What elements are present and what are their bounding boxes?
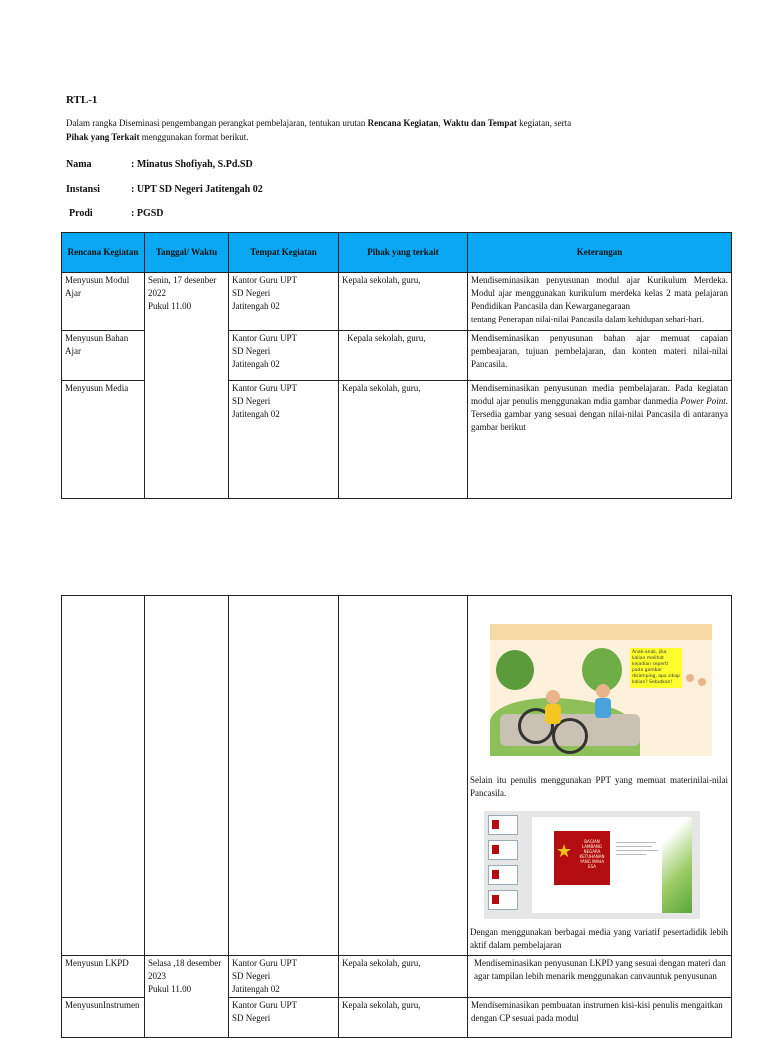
intro-bold-pihak: Pihak yang Terkait — [66, 132, 140, 142]
media-picture-illustration — [490, 624, 712, 756]
header-pihak: Pihak yang terkait — [339, 233, 468, 273]
cell-kegiatan: Menyusun Media — [62, 381, 145, 499]
slide-main — [532, 817, 692, 913]
nama-label: Nama — [66, 159, 92, 170]
cell-pihak: Kepala sekolah, guru, — [339, 331, 468, 381]
intro-text: , — [438, 118, 443, 128]
cell-kegiatan: Menyusun Modul Ajar — [62, 273, 145, 331]
cell-keterangan — [468, 381, 732, 499]
cell-kegiatan: MenyusunInstrumen — [62, 998, 145, 1038]
cell-tempat: Kantor Guru UPT SD Negeri Jatitengah 02 — [229, 381, 339, 499]
intro-text: menggunakan format berikut. — [139, 132, 249, 142]
header-tanggal: Tanggal/ Waktu — [145, 233, 229, 273]
cell-pihak: Kepala sekolah, guru, — [339, 381, 468, 499]
child-body-icon — [595, 698, 611, 718]
slide-thumbnail — [488, 865, 518, 885]
cell-tempat: Kantor Guru UPT SD Negeri — [229, 998, 339, 1038]
cell-empty — [62, 596, 145, 956]
cell-keterangan — [468, 273, 732, 331]
decoration — [490, 624, 712, 640]
cell-empty — [339, 596, 468, 956]
rtl-table — [61, 232, 732, 499]
slide-thumbnail — [488, 890, 518, 910]
child-body-icon — [545, 704, 561, 724]
slide-thumbnails — [488, 815, 518, 915]
decoration — [662, 817, 692, 913]
instansi-label: Instansi — [66, 184, 100, 195]
keterangan-text: Dengan menggunakan berbagai media yang variatif pesertadidik lebih aktif dalam pembelajaran — [470, 927, 728, 950]
info-prodi — [69, 208, 164, 219]
cell-pihak: Kepala sekolah, guru, — [339, 273, 468, 331]
cell-kegiatan: Menyusun Bahan Ajar — [62, 331, 145, 381]
intro-bold-rencana: Rencana Kegiatan — [367, 118, 439, 128]
intro-paragraph — [66, 116, 626, 144]
tree-shape — [496, 650, 534, 690]
header-keterangan: Keterangan — [468, 233, 732, 273]
intro-text: Dalam rangka Diseminasi pengembangan perangkat pembelajaran, tentukan urutan — [66, 118, 368, 128]
prodi-label: Prodi — [69, 208, 93, 219]
cell-keterangan: Mendiseminasikan pembuatan instrumen kisi-kisi penulis mengaitkan dengan CP sesuai pada modul — [468, 998, 732, 1038]
cell-empty — [229, 596, 339, 956]
keterangan-text: Mendiseminasikan penyusunan modul ajar Kurikulum Merdeka. Modul ajar menggunakan kurikulum merdeka kelas 2 mata pelajaran Pendidikan Pancasila dan Kewarganegaraan — [471, 275, 728, 311]
ppt-screenshot — [484, 811, 700, 919]
cell-keterangan-media — [468, 596, 732, 956]
cell-pihak: Kepala sekolah, guru, — [339, 998, 468, 1038]
info-instansi — [66, 184, 263, 195]
cell-tempat: Kantor Guru UPT SD Negeri Jatitengah 02 — [229, 331, 339, 381]
child-head-icon — [686, 674, 694, 682]
slide-box-text: BAGIAN LAMBANG NEGARA KETUHANAN YANG MAHA ESA — [579, 839, 605, 869]
child-head-icon — [596, 684, 610, 698]
cell-kegiatan: Menyusun LKPD — [62, 956, 145, 998]
star-icon: ★ — [556, 841, 573, 862]
keterangan-text: Mendiseminasikan penyusunan media pembelajaran. Pada kegiatan modul ajar penulis menggunakan mdia gambar danmedia — [471, 383, 728, 406]
child-head-icon — [698, 678, 706, 686]
document-title: RTL-1 — [66, 94, 98, 106]
table-row — [62, 596, 732, 956]
header-tempat: Tempat Kegiatan — [229, 233, 339, 273]
cell-pihak: Kepala sekolah, guru, — [339, 956, 468, 998]
info-nama — [66, 159, 253, 170]
cell-empty — [145, 596, 229, 956]
child-head-icon — [546, 690, 560, 704]
intro-bold-waktu: Waktu dan Tempat — [442, 118, 517, 128]
cell-waktu: Selasa ,18 desember 2023 Pukul 11.00 — [145, 956, 229, 1038]
cell-tempat: Kantor Guru UPT SD Negeri Jatitengah 02 — [229, 273, 339, 331]
rtl-table-continued — [61, 595, 732, 1038]
cell-keterangan: Mendiseminasikan penyusunan LKPD yang sesuai dengan materi dan agar tampilan lebih menarik menggunakan canvauntuk penyusunan — [468, 956, 732, 998]
instansi-value: : UPT SD Negeri Jatitengah 02 — [131, 184, 263, 195]
slide-title-box — [554, 831, 610, 885]
table-row — [62, 956, 732, 998]
slide-body-text — [616, 839, 660, 858]
cell-keterangan: Mendiseminasikan penyusunan bahan ajar memuat capaian pembeajaran, tujuan pembelajaran, dan konten materi nilai-nilai Pancasila. — [468, 331, 732, 381]
table-row — [62, 273, 732, 331]
prodi-value: : PGSD — [131, 208, 164, 219]
cell-waktu: Senin, 17 desenber 2022 Pukul 11.00 — [145, 273, 229, 499]
slide-thumbnail — [488, 840, 518, 860]
keterangan-text: tentang Penerapan nilai-nilai Pancasila dalam kehidupan sehari-hari. — [471, 314, 704, 324]
intro-text: kegiatan, serta — [516, 118, 572, 128]
keterangan-text: Tersedia gambar yang sesuai dengan nilai-nilai Pancasila di antaranya gambar berikut — [471, 409, 728, 432]
header-rencana: Rencana Kegiatan — [62, 233, 145, 273]
nama-value: : Minatus Shofiyah, S.Pd.SD — [131, 159, 253, 170]
keterangan-italic: Power Point. — [680, 396, 729, 406]
slide-thumbnail — [488, 815, 518, 835]
slide-note: Anak-anak, jika kalian melihat kejadian seperti pada gambar disamping, apa sikap kalian? Sebutkan! — [630, 648, 682, 688]
cell-tempat: Kantor Guru UPT SD Negeri Jatitengah 02 — [229, 956, 339, 998]
keterangan-text: Selain itu penulis menggunakan PPT yang memuat materinilai-nilai Pancasila. — [470, 775, 728, 798]
